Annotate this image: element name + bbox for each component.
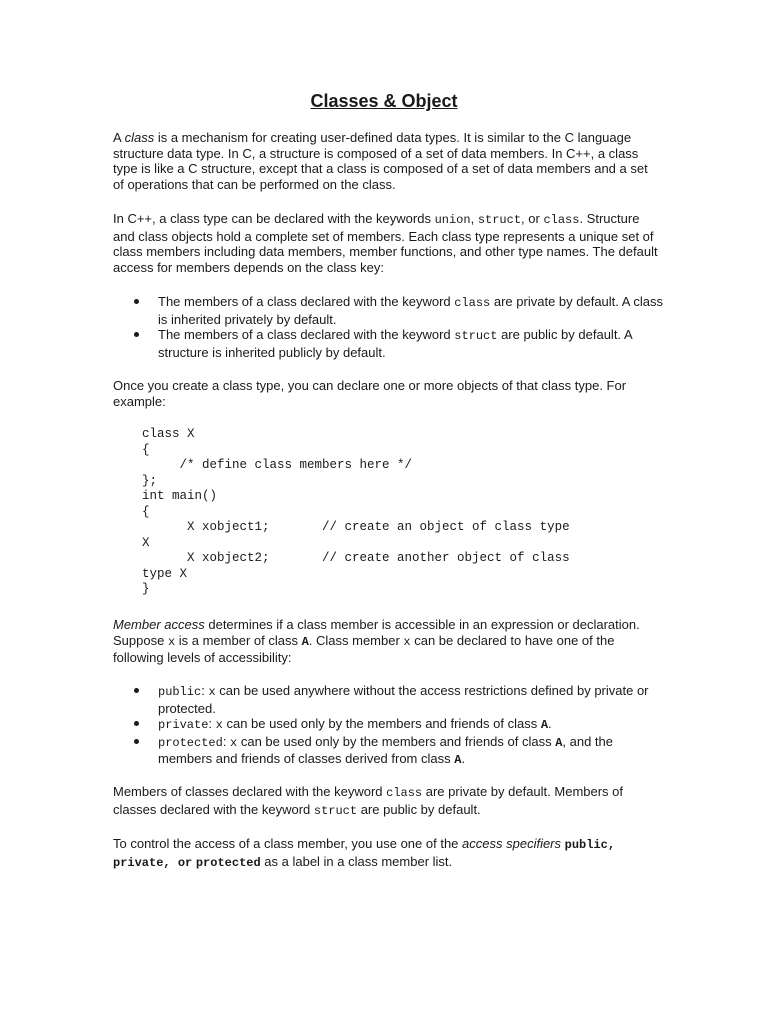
access-levels-list	[113, 683, 668, 769]
keyword-union: union	[434, 213, 471, 227]
text: can be used only by the members and friends of class	[222, 716, 541, 731]
keyword-private: private	[158, 718, 209, 732]
text: as a label in a class member list.	[260, 853, 453, 869]
text: , or	[521, 211, 544, 226]
text: Members of classes declared with the keyword	[113, 784, 387, 799]
text: is a member of class	[175, 632, 302, 648]
text: can be used anywhere without the access restrictions defined by private or protected.	[158, 683, 649, 716]
paragraph-default-members	[113, 784, 658, 819]
keyword: class	[454, 296, 491, 310]
text: are private by default. Members of classes declared with the keyword	[113, 784, 624, 817]
page-title: Classes & Object	[310, 91, 458, 111]
keyword-protected: protected	[195, 855, 261, 870]
text: To control the access of a class member, you use one of the	[113, 836, 463, 851]
access-specifiers-term: access specifiers	[462, 836, 562, 851]
text: ,	[163, 855, 178, 870]
code-x: x	[403, 634, 411, 649]
text: . Structure and class objects hold a complete set of members. Each class type represents a unique set of class members including data members, member functions, and other type names. The default access for members depends on the class key:	[113, 211, 658, 275]
text: ,	[470, 211, 478, 226]
list-item-protected	[113, 734, 668, 769]
code-class-a: A	[454, 753, 462, 767]
code-class-a: A	[301, 634, 309, 649]
list-item	[113, 294, 668, 327]
keyword-struct: struct	[477, 213, 522, 227]
text: , and the members and friends of classes derived from class	[158, 733, 614, 766]
text: A	[113, 130, 125, 145]
code-x: x	[215, 718, 223, 732]
text: are private by default. A class is inherited privately by default.	[158, 294, 663, 327]
paragraph-member-access	[113, 617, 658, 666]
bullet-icon	[134, 739, 139, 744]
code-example: class X { /* define class members here */ }; int main() { X xobject1; // create an object of class type X X xobject2; // create another object of class type X }	[142, 427, 570, 596]
text: In C++, a class type can be declared with the keywords	[113, 211, 435, 226]
text: ,	[607, 838, 616, 852]
code-class-a: A	[555, 735, 563, 750]
keyword-class: class	[386, 786, 423, 800]
list-item-public	[113, 683, 668, 716]
bullet-icon	[134, 721, 139, 726]
code-x: x	[167, 634, 176, 649]
text: .	[548, 716, 552, 731]
text: The members of a class declared with the keyword	[158, 327, 455, 342]
keyword-protected: protected	[158, 735, 223, 750]
text: are public by default. A structure is inherited publicly by default.	[158, 327, 632, 360]
code-x: x	[208, 685, 216, 699]
text: is a mechanism for creating user-defined data types. It is similar to the C language structure data type. In C, a structure is composed of a set of data members. In C++, a class type is like a C structure, except that a class is composed of a set of data members and a set of operations that can be performed on the class.	[113, 130, 648, 192]
default-access-list	[113, 294, 668, 360]
code-class-a: A	[540, 718, 549, 732]
text: .	[461, 751, 466, 766]
keyword-public: public	[158, 685, 202, 699]
paragraph-class-keywords	[113, 211, 658, 275]
member-access-term: Member access	[113, 617, 205, 632]
text: The members of a class declared with the keyword	[158, 294, 455, 309]
list-item-private	[113, 716, 668, 734]
list-item	[113, 327, 668, 360]
text: are public by default.	[357, 801, 481, 817]
bullet-icon	[134, 299, 139, 304]
text: can be used only by the members and friends of class	[237, 733, 556, 749]
text: :	[222, 733, 231, 749]
bullet-icon	[134, 332, 139, 337]
code-x: x	[230, 735, 238, 750]
keyword-class: class	[543, 213, 580, 227]
paragraph-access-specifiers	[113, 836, 658, 871]
keyword-struct: struct	[313, 803, 358, 818]
paragraph-class-definition	[113, 130, 658, 192]
bullet-icon	[134, 688, 139, 693]
keyword-private: private	[113, 855, 164, 870]
text: or	[177, 855, 193, 870]
text: :	[201, 683, 209, 698]
paragraph-example-intro: Once you create a class type, you can declare one or more objects of that class type. For example:	[113, 378, 627, 409]
text: . Class member	[308, 632, 404, 648]
class-term: class	[124, 130, 155, 145]
keyword: struct	[454, 329, 498, 343]
keyword-public: public	[564, 838, 608, 852]
text: determines if a class member is accessible in an expression or declaration. Suppose	[113, 617, 640, 648]
text: can be declared to have one of the following levels of accessibility:	[113, 632, 615, 665]
text: :	[208, 716, 216, 731]
